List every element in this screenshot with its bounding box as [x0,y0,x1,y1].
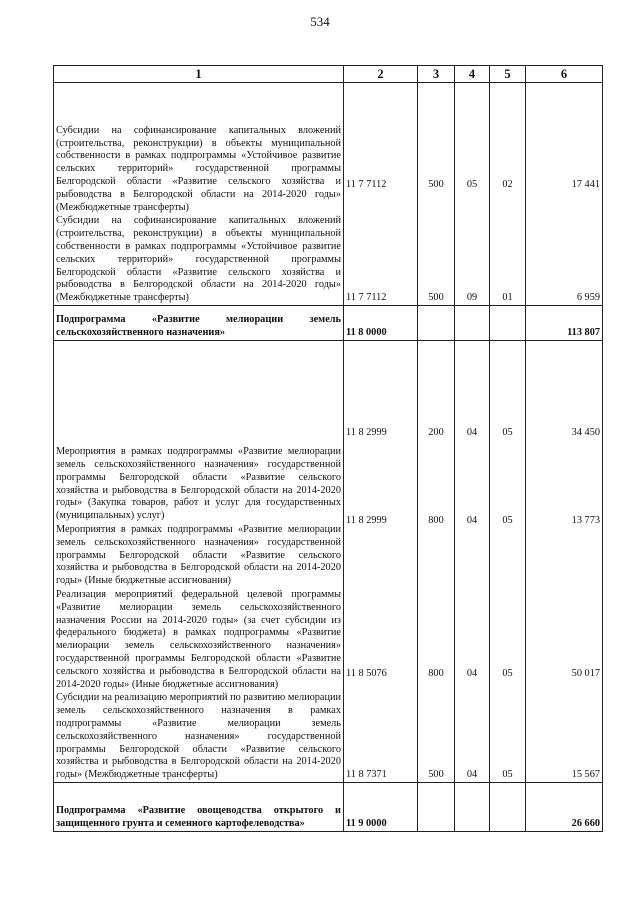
code-cell [344,83,418,306]
header-row [54,66,603,83]
pr-cell [490,83,526,306]
item-name: Субсидии на софинансирование капитальных вложений (строительства, реконструкции) в объекты муниципальной собственности в рамках подпрограммы «Устойчивое развитие сельских территорий» государственной программы Белгородской области «Развитие сельского хозяйства и рыбоводства в Белгородской области на 2014-2020 годы» (Межбюджетные трансферты) [56,124,341,213]
page-number: 534 [310,14,330,29]
item-rz: 04 [466,668,478,680]
vr-cell [418,341,455,783]
item-rz: 04 [466,514,478,526]
item-name-cell [54,83,344,306]
item-code: 11 8 7371 [346,769,387,781]
item-pr: 05 [502,769,513,781]
subprogram-name: Подпрограмма «Развитие овощеводства открытого и защищенного грунта и семенного картофелеводства» [54,783,344,832]
item-vr: 500 [428,292,444,304]
item-rz: 05 [466,179,478,191]
item-name: Субсидии на реализацию мероприятий по развитию мелиорации земель сельскохозяйственного назначения в рамках подпрограммы «Развитие мелиорации земель сельскохозяйственного назначения» государственной программы Белгородской области «Развитие сельского хозяйства и рыбоводства в Белгородской области на 2014-2020 годы» (Межбюджетные трансферты) [56,692,341,781]
empty-cell [455,783,490,832]
subprogram-amount: 113 807 [526,306,603,341]
item-vr: 200 [428,426,444,438]
subprogram-name: Подпрограмма «Развитие мелиорации земель сельскохозяйственного назначения» [54,306,344,341]
item-code: 11 7 7112 [346,179,387,191]
item-pr: 01 [502,292,513,304]
item-rz: 04 [466,769,478,781]
item-amount: 17 441 [571,179,600,191]
table-row [54,83,603,306]
subprogram-amount: 26 660 [526,783,603,832]
header-col-4: 4 [455,66,490,83]
empty-cell [490,306,526,341]
header-col-1: 1 [54,66,344,83]
item-name-cell [54,341,344,783]
item-code: 11 8 2999 [346,514,387,526]
item-code: 11 8 5076 [346,668,387,680]
item-pr: 05 [502,426,513,438]
item-pr: 05 [502,668,513,680]
header-col-5: 5 [490,66,526,83]
item-name: Субсидии на софинансирование капитальных вложений (строительства, реконструкции) в объекты муниципальной собственности в рамках подпрограммы «Устойчивое развитие сельских территорий» государственной программы Белгородской области «Развитие сельского хозяйства и рыбоводства в Белгородской области на 2014-2020 годы» (Межбюджетные трансферты) [56,215,341,304]
empty-cell [418,306,455,341]
item-vr: 500 [428,769,444,781]
item-vr: 800 [428,668,444,680]
item-vr: 800 [428,514,444,526]
rz-cell [455,341,490,783]
amount-cell [526,83,603,306]
item-name: Мероприятия в рамках подпрограммы «Развитие мелиорации земель сельскохозяйственного назначения» государственной программы Белгородской области «Развитие сельского хозяйства и рыбоводства в Белгородской области на 2014-2020 годы» (Иные бюджетные ассигнования) [56,524,341,587]
item-amount: 6 959 [576,292,600,304]
item-rz: 04 [466,426,478,438]
subprogram-code: 11 9 0000 [344,783,418,832]
subprogram-row [54,783,603,832]
header-col-2: 2 [344,66,418,83]
item-pr: 02 [502,179,513,191]
item-name: Реализация мероприятий федеральной целевой программы «Развитие мелиорации земель сельскохозяйственного назначения России на 2014-2020 годы» (за счет субсидии из федерального бюджета) в рамках подпрограммы «Развитие мелиорации земель сельскохозяйственного назначения» государственной программы Белгородской области «Развитие сельского хозяйства и рыбоводства в Белгородской области на 2014-2020 годы» (Иные бюджетные ассигнования) [56,589,341,690]
code-cell [344,341,418,783]
header-col-6: 6 [526,66,603,83]
table-row [54,341,603,783]
empty-cell [418,783,455,832]
empty-cell [490,783,526,832]
item-amount: 15 567 [571,769,600,781]
amount-cell [526,341,603,783]
budget-table [53,65,603,832]
pr-cell [490,341,526,783]
item-amount: 34 450 [571,426,600,438]
item-vr: 500 [428,179,444,191]
vr-cell [418,83,455,306]
item-name: Мероприятия в рамках подпрограммы «Развитие мелиорации земель сельскохозяйственного назначения» государственной программы Белгородской области «Развитие сельского хозяйства и рыбоводства в Белгородской области на 2014-2020 годы» (Закупка товаров, работ и услуг для государственных (муниципальных) услуг) [56,446,341,522]
subprogram-code: 11 8 0000 [344,306,418,341]
empty-cell [455,306,490,341]
header-col-3: 3 [418,66,455,83]
item-amount: 50 017 [571,668,600,680]
subprogram-row [54,306,603,341]
rz-cell [455,83,490,306]
item-pr: 05 [502,514,513,526]
item-rz: 09 [466,292,478,304]
item-code: 11 7 7112 [346,292,387,304]
item-amount: 13 773 [571,514,600,526]
item-code: 11 8 2999 [346,426,387,438]
